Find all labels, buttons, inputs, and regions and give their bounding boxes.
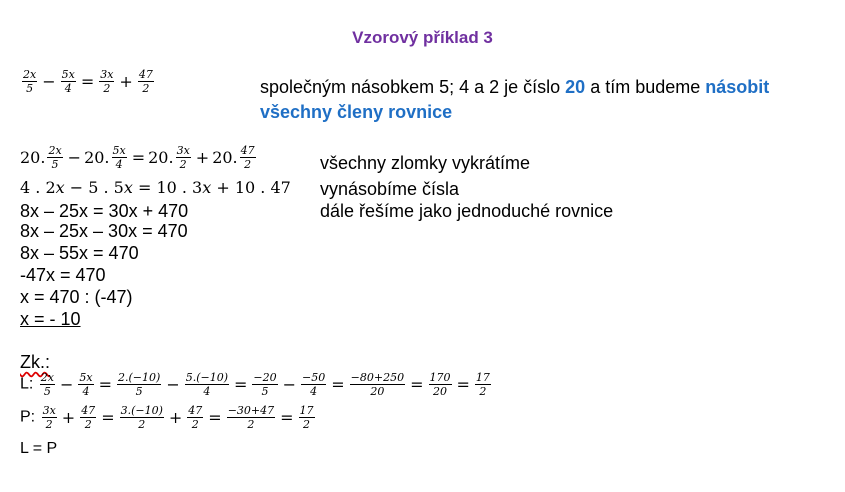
intro-text-line1: společným násobkem 5; 4 a 2 je číslo 20 a tím budeme násobit — [260, 77, 770, 97]
fraction: $\frac{47}{2}$ — [138, 68, 153, 95]
solution-line: -47x = 470 — [20, 265, 106, 285]
note-reduce: všechny zlomky vykrátíme — [320, 153, 531, 173]
final-result: x = - 10 — [20, 309, 81, 329]
intro-text-line2: všechny členy rovnice — [260, 102, 453, 122]
solution-line: 8x – 25x – 30x = 470 — [20, 221, 188, 241]
multiplied-equation: 20. $\frac{2x}{5}$ − 20. $\frac{5x}{4}$ = 20. $\frac{3x}{2}$ + 20. $\frac{47}{2}$ — [20, 144, 255, 171]
page-title: Vzorový příklad 3 — [352, 28, 493, 47]
check-result: L = P — [20, 440, 58, 457]
check-left-side: L: $\frac{2x}{5}$ − $\frac{5x}{4}$ = $\frac{2.(-10)}{5}$ − $\frac{5.(-10)}{4}$ = $\frac{-20}{5}$ − $\frac{-50}{4}$ = $\frac{-80+250}{20}$ = $\frac{170}{20}$ = $\frac{17}{2}$ — [20, 371, 490, 398]
original-equation: $\frac{2x}{5}$ − $\frac{5x}{4}$ = $\frac{3x}{2}$ + $\frac{47}{2}$ — [23, 68, 153, 95]
fraction: $\frac{3x}{2}$ — [100, 68, 114, 95]
fraction: $\frac{2x}{5}$ — [23, 68, 37, 95]
reduced-equation: 4 . 2𝑥 − 5 . 5𝑥 = 10 . 3𝑥 + 10 . 47 — [20, 178, 291, 197]
check-right-side: P: $\frac{3x}{2}$ + $\frac{47}{2}$ = $\frac{3.(-10)}{2}$ + $\frac{47}{2}$ = $\frac{-30+47}{2}$ = $\frac{17}{2}$ — [20, 404, 314, 431]
fraction: $\frac{5x}{4}$ — [61, 68, 75, 95]
solution-line: 8x – 55x = 470 — [20, 243, 139, 263]
check-label: Zk.: — [20, 352, 50, 372]
solution-line: x = 470 : (-47) — [20, 287, 133, 307]
note-solve: dále řešíme jako jednoduché rovnice — [320, 201, 614, 221]
solution-line: 8x – 25x = 30x + 470 — [20, 201, 189, 221]
note-multiply: vynásobíme čísla — [320, 179, 460, 199]
